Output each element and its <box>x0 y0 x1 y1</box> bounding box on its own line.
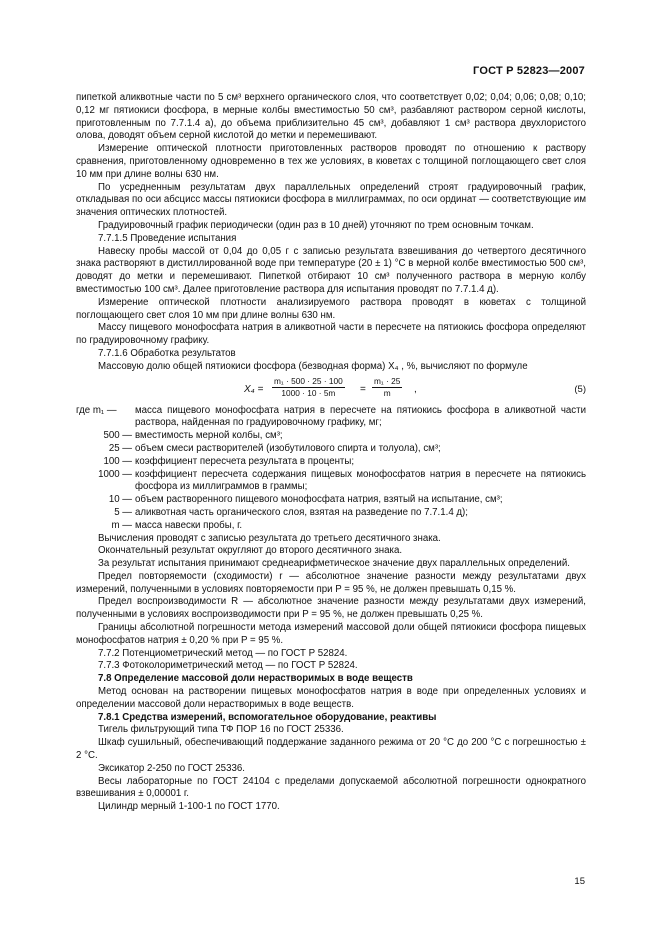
paragraph: Вычисления проводят с записью результата до третьего десятичного знака. <box>98 532 441 544</box>
formula-comma: , <box>414 383 417 395</box>
paragraph: Массу пищевого монофосфата натрия в аликвотной части в пересчете на пятиокись фосфора определяют по градуировочному графику. <box>76 322 586 347</box>
definition-desc: коэффициент пересчета содержания пищевых монофосфатов натрия в пересчете на пятиокись фосфора из миллиграммов в граммы; <box>135 468 586 493</box>
definition-row <box>76 494 586 507</box>
paragraph: За результат испытания принимают среднеарифметическое значение двух параллельных определений. <box>98 558 570 570</box>
definition-desc: масса пищевого монофосфата натрия в пересчете на пятиокись фосфора в аликвотной части раствора, найденная по градуировочному графику, мг; <box>135 404 586 429</box>
paragraph: По усредненным результатам двух параллельных определений строят градуировочный график, откладывая по оси абсцисс массы пятиокиси фосфора в миллиграммах, по оси ординат — соответствующие им значения оптических плотностей. <box>76 181 586 219</box>
page-number: 15 <box>574 876 585 887</box>
paragraph: Цилиндр мерный 1-100-1 по ГОСТ 1770. <box>98 801 280 813</box>
paragraph: Весы лабораторные по ГОСТ 24104 с пределами допускаемой абсолютной погрешности однократного взвешивания ± 0,00001 г. <box>76 775 586 800</box>
definition-row <box>76 430 586 443</box>
definition-desc: вместимость мерной колбы, см³; <box>135 430 283 442</box>
formula-lhs: X₄ = <box>244 383 264 395</box>
definition-term: 500 — <box>103 430 132 442</box>
section-item-7-7-2: 7.7.2 Потенциометрический метод — по ГОСТ Р 52824. <box>98 647 348 659</box>
document-header-code: ГОСТ Р 52823—2007 <box>473 65 585 77</box>
section-item-7-7-3: 7.7.3 Фотоколориметрический метод — по ГОСТ Р 52824. <box>98 660 358 672</box>
paragraph: Массовую долю общей пятиокиси фосфора (безводная форма) X₄ , %, вычисляют по формуле <box>98 360 528 372</box>
paragraph: Навеску пробы массой от 0,04 до 0,05 г с записью результата взвешивания до четвертого десятичного знака растворяют в дистиллированной воде при температуре (20 ± 1) °С в мерной колбе вместимостью 500 см³, доводят до метки и перемешивают. Пипеткой отбирают 10 см³ полученного раствора в мерную колбу вместимостью 100 см³. Далее приготовление раствора для испытания проводят по 7.7.1.4 д). <box>76 245 586 295</box>
section-heading-7-8: 7.8 Определение массовой доли нерастворимых в воде веществ <box>98 673 413 685</box>
definition-desc: коэффициент пересчета результата в проценты; <box>135 455 355 467</box>
definition-term: 10 — <box>108 494 132 506</box>
definition-desc: аликвотная часть органического слоя, взятая на разведение по 7.7.1.4 д); <box>135 506 468 518</box>
formula-fraction-2 <box>372 376 402 399</box>
definition-term: 100 — <box>103 455 132 467</box>
section-heading-7-7-1-5: 7.7.1.5 Проведение испытания <box>98 232 237 244</box>
paragraph: Границы абсолютной погрешности метода измерений массовой доли общей пятиокиси фосфора пищевых монофосфатов натрия ± 0,20 % при P = 95 %. <box>76 622 586 646</box>
definition-desc: объем растворенного пищевого монофосфата натрия, взятый на испытание, см³; <box>135 494 503 506</box>
definition-row <box>76 507 586 520</box>
definition-term: где m₁ — <box>76 404 117 416</box>
formula-number: (5) <box>574 383 586 395</box>
paragraph: Шкаф сушильный, обеспечивающий поддержание заданного режима от 20 °С до 200 °С с погрешностью ± 2 °С. <box>76 737 586 762</box>
section-heading-7-7-1-6: 7.7.1.6 Обработка результатов <box>98 347 236 359</box>
paragraph: Окончательный результат округляют до второго десятичного знака. <box>98 545 403 557</box>
paragraph: Метод основан на растворении пищевых монофосфатов натрия в воде при определенных условиях и определении массовой доли нерастворимых в воде веществ. <box>76 686 586 710</box>
definition-term: 1000 — <box>98 468 132 480</box>
definition-row <box>76 520 586 533</box>
paragraph: Эксикатор 2-250 по ГОСТ 25336. <box>98 762 245 774</box>
definition-row <box>76 443 586 456</box>
formula-fraction-1-denominator: 1000 · 10 · 5m <box>281 387 336 398</box>
formula-equals: = <box>360 383 366 395</box>
formula-fraction-2-denominator: m <box>383 387 391 398</box>
paragraph: Измерение оптической плотности приготовленных растворов проводят по отношению к раствору сравнения, приготовленному одновременно в тех же условиях, в кюветах с толщиной поглощающего свет слоя 10 мм при длине волны 630 нм. <box>76 143 586 180</box>
paragraph: Градуировочный график периодически (один раз в 10 дней) уточняют по трем основным точкам. <box>98 219 534 231</box>
formula-fraction-2-numerator: m₁ · 25 <box>374 375 401 386</box>
definition-row <box>76 469 586 495</box>
definition-term: 5 — <box>114 506 132 518</box>
document-body <box>76 92 586 814</box>
definition-row <box>76 456 586 469</box>
definition-desc: объем смеси растворителей (изобутилового спирта и толуола), см³; <box>135 442 441 454</box>
definition-term: 25 — <box>108 442 132 454</box>
paragraph: Тигель фильтрующий типа ТФ ПОР 16 по ГОСТ 25336. <box>98 724 344 736</box>
definition-row <box>76 405 586 431</box>
paragraph: пипеткой аликвотные части по 5 см³ верхнего органического слоя, что соответствует 0,02; 0,04; 0,06; 0,08; 0,10; 0,12 мг пятиокиси фосфора, в мерные колбы вместимостью 50 см³, разбавляют раствором серной кислоты, приготовленным по 7.7.1.4 а), до объема приблизительно 45 см³, добавляют 1 см³ раствора двухлористого олова, доводят объем серной кислотой до метки и перемешивают. <box>76 92 586 142</box>
formula-5 <box>76 376 586 402</box>
definition-desc: масса навески пробы, г. <box>135 519 243 531</box>
section-heading-7-8-1: 7.8.1 Средства измерений, вспомогательное оборудование, реактивы <box>98 711 437 723</box>
paragraph: Предел повторяемости (сходимости) r — абсолютное значение разности между результатами двух измерений, полученными в условиях повторяемости при P = 95 %, не должен превышать 0,15 %. <box>76 570 586 595</box>
formula-fraction-1-numerator: m₁ · 500 · 25 · 100 <box>274 375 343 386</box>
paragraph: Предел воспроизводимости R — абсолютное значение разности между результатами двух измерений, полученными в условиях воспроизводимости при P = 95 %, не должен превышать 0,25 %. <box>76 596 586 621</box>
paragraph: Измерение оптической плотности анализируемого раствора проводят в кюветах с толщиной поглощающего свет слоя 10 мм при длине волны 630 нм. <box>76 296 586 321</box>
definition-term: m — <box>111 519 132 531</box>
formula-fraction-1 <box>272 376 345 399</box>
